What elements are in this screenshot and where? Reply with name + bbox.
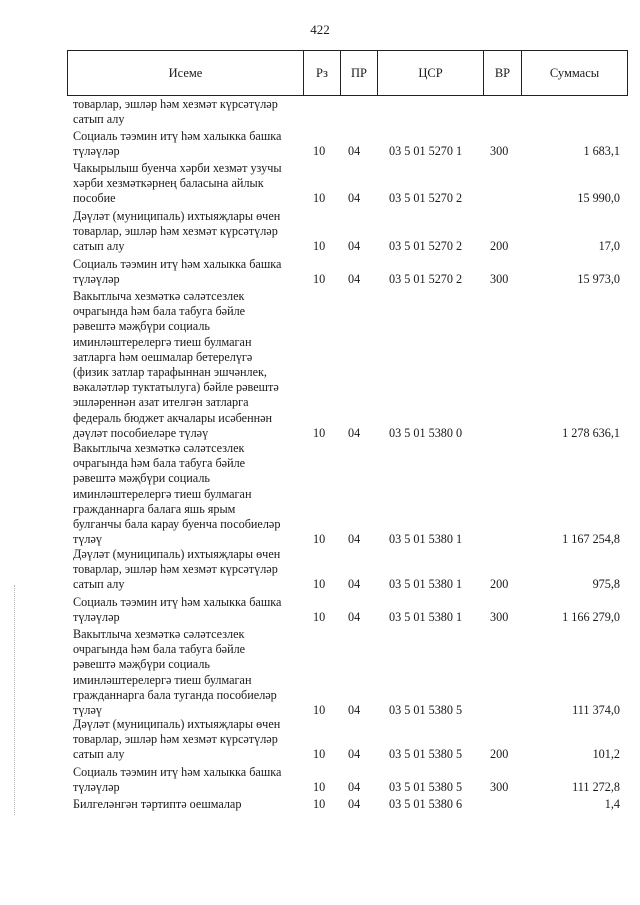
row-name-line: рәвештә мәҗбүри социаль <box>73 319 210 334</box>
row-name-line: вәкаләтләр туктатылуга) бәйле рәвештә <box>73 380 279 395</box>
row-name-line: иминләштерелергә тиеш булмаган <box>73 334 252 349</box>
row-rz: 10 <box>313 144 326 159</box>
row-name-line: булганчы бала карау буенча пособиеләр <box>73 517 281 532</box>
row-vr: 300 <box>490 780 509 795</box>
row-name-line: очрагында һәм бала табуга бәйле <box>73 642 246 657</box>
row-name-line: Вакытлыча хезмәткә сәләтсезлек <box>73 627 245 641</box>
row-name-line: сатып алу <box>73 239 125 254</box>
row-csr: 03 5 01 5380 5 <box>389 703 463 717</box>
row-name <box>73 257 301 287</box>
row-name-line: хәрби хезмәткәрнең баласына айлык <box>73 176 264 191</box>
row-sum: 17,0 <box>598 239 620 254</box>
row-vr: 300 <box>490 610 509 625</box>
row-name <box>73 161 301 207</box>
row-sum: 101,2 <box>592 747 620 762</box>
row-sum: 15 990,0 <box>577 191 620 206</box>
row-sum: 1 167 254,8 <box>562 532 620 547</box>
row-name <box>73 441 301 547</box>
row-pr: 04 <box>348 272 361 287</box>
row-name <box>73 627 301 718</box>
row-name-line: түләүләр <box>73 610 120 625</box>
row-name-line: Вакытлыча хезмәткә сәләтсезлек <box>73 289 245 303</box>
row-name-line: иминләштерелергә тиеш булмаган <box>73 672 252 687</box>
row-name <box>73 209 301 255</box>
row-sum: 1 166 279,0 <box>562 610 620 625</box>
row-rz: 10 <box>313 797 326 811</box>
row-name-line: эшләреннән азат ителгән затларга <box>73 395 249 410</box>
row-name <box>73 547 301 593</box>
row-name-line: Чакырылыш буенча хәрби хезмәт узучы <box>73 161 282 175</box>
row-name-line: гражданнарга бала туганда пособиеләр <box>73 687 277 702</box>
row-name <box>73 289 301 441</box>
row-csr: 03 5 01 5380 5 <box>389 780 463 795</box>
row-pr: 04 <box>348 191 361 206</box>
row-pr: 04 <box>348 703 361 717</box>
row-name-line: Билгеләнгән тәртиптә оешмалар <box>73 797 242 811</box>
row-name-line: товарлар, эшләр һәм хезмәт күрсәтүләр <box>73 224 278 239</box>
header-csr: ЦСР <box>378 51 484 95</box>
row-name <box>73 717 301 763</box>
row-sum: 111 272,8 <box>572 780 620 795</box>
row-name <box>73 129 301 159</box>
row-csr: 03 5 01 5380 6 <box>389 797 463 811</box>
row-sum: 975,8 <box>592 577 620 592</box>
row-name-line: товарлар, эшләр һәм хезмәт күрсәтүләр <box>73 562 278 577</box>
row-pr: 04 <box>348 425 361 440</box>
row-csr: 03 5 01 5380 5 <box>389 747 463 762</box>
row-pr: 04 <box>348 577 361 592</box>
row-name-line: дәүләт пособиеләре түләү <box>73 425 209 440</box>
row-csr: 03 5 01 5270 2 <box>389 191 463 206</box>
row-sum: 1 683,1 <box>583 144 620 159</box>
row-pr: 04 <box>348 747 361 762</box>
row-csr: 03 5 01 5270 1 <box>389 144 463 159</box>
row-name-line: Дәүләт (муниципаль) ихтыяҗлары өчен <box>73 209 281 223</box>
header-sum: Суммасы <box>549 65 600 80</box>
row-rz: 10 <box>313 239 326 254</box>
row-name-line: сатып алу <box>73 112 125 127</box>
header-name: Исеме <box>68 51 304 95</box>
row-sum: 1,4 <box>604 797 620 811</box>
row-name-line: Вакытлыча хезмәткә сәләтсезлек <box>73 441 245 455</box>
row-pr: 04 <box>348 239 361 254</box>
row-name-line: түләүләр <box>73 780 120 795</box>
row-name-line: очрагында һәм бала табуга бәйле <box>73 456 246 471</box>
row-sum: 15 973,0 <box>577 272 620 287</box>
row-name-line: федераль бюджет акчалары исәбеннән <box>73 410 273 425</box>
row-rz: 10 <box>313 577 326 592</box>
header-vr: ВР <box>484 51 522 95</box>
row-vr: 200 <box>490 577 509 592</box>
row-name-line: пособие <box>73 191 116 206</box>
row-name <box>73 97 301 127</box>
row-rz: 10 <box>313 780 326 795</box>
row-name-line: түләүләр <box>73 272 120 287</box>
row-name-line: гражданнарга балага яшь ярым <box>73 501 236 516</box>
row-csr: 03 5 01 5270 2 <box>389 239 463 254</box>
row-name-line: иминләштерелергә тиеш булмаган <box>73 486 252 501</box>
row-csr: 03 5 01 5380 1 <box>389 577 463 592</box>
row-pr: 04 <box>348 610 361 625</box>
row-sum: 111 374,0 <box>572 703 620 717</box>
row-csr: 03 5 01 5380 0 <box>389 425 463 440</box>
row-name-line: Социаль тәэмин итү һәм халыкка башка <box>73 765 282 779</box>
row-vr: 200 <box>490 747 509 762</box>
row-name-line: сатып алу <box>73 747 125 762</box>
row-name-line: Дәүләт (муниципаль) ихтыяҗлары өчен <box>73 547 281 561</box>
row-name <box>73 595 301 625</box>
row-name-line: түләүләр <box>73 144 120 159</box>
row-pr: 04 <box>348 780 361 795</box>
row-rz: 10 <box>313 272 326 287</box>
row-csr: 03 5 01 5380 1 <box>389 610 463 625</box>
row-name-line: Социаль тәэмин итү һәм халыкка башка <box>73 129 282 143</box>
row-vr: 200 <box>490 239 509 254</box>
row-name-line: рәвештә мәҗбүри социаль <box>73 657 210 672</box>
page-number: 422 <box>310 22 330 37</box>
row-rz: 10 <box>313 610 326 625</box>
row-rz: 10 <box>313 747 326 762</box>
row-rz: 10 <box>313 532 326 547</box>
row-name-line: түләү <box>73 703 103 718</box>
row-name <box>73 765 301 795</box>
row-name-line: товарлар, эшләр һәм хезмәт күрсәтүләр <box>73 732 278 747</box>
row-csr: 03 5 01 5380 1 <box>389 532 463 547</box>
row-vr: 300 <box>490 272 509 287</box>
row-name-line: Социаль тәэмин итү һәм халыкка башка <box>73 257 282 271</box>
row-name-line: очрагында һәм бала табуга бәйле <box>73 304 246 319</box>
row-csr: 03 5 01 5270 2 <box>389 272 463 287</box>
row-name-line: (физик затлар тарафыннан эшчәнлек, <box>73 365 267 380</box>
row-name-line: товарлар, эшләр һәм хезмәт күрсәтүләр <box>73 97 278 111</box>
header-rz: Рз <box>304 51 341 95</box>
row-name-line: Социаль тәэмин итү һәм халыкка башка <box>73 595 282 609</box>
row-sum: 1 278 636,1 <box>562 425 620 440</box>
row-name-line: түләү <box>73 532 103 547</box>
row-vr: 300 <box>490 144 509 159</box>
table-header <box>67 50 628 96</box>
margin-marks <box>14 585 21 815</box>
row-pr: 04 <box>348 532 361 547</box>
row-rz: 10 <box>313 191 326 206</box>
row-name-line: Дәүләт (муниципаль) ихтыяҗлары өчен <box>73 717 281 731</box>
row-name-line: затларга һәм оешмалар бетерелүгә <box>73 349 253 364</box>
row-name-line: сатып алу <box>73 577 125 592</box>
row-name <box>73 797 301 812</box>
row-rz: 10 <box>313 425 326 440</box>
row-pr: 04 <box>348 797 361 811</box>
header-pr: ПР <box>341 51 378 95</box>
row-rz: 10 <box>313 703 326 717</box>
row-pr: 04 <box>348 144 361 159</box>
row-name-line: рәвештә мәҗбүри социаль <box>73 471 210 486</box>
